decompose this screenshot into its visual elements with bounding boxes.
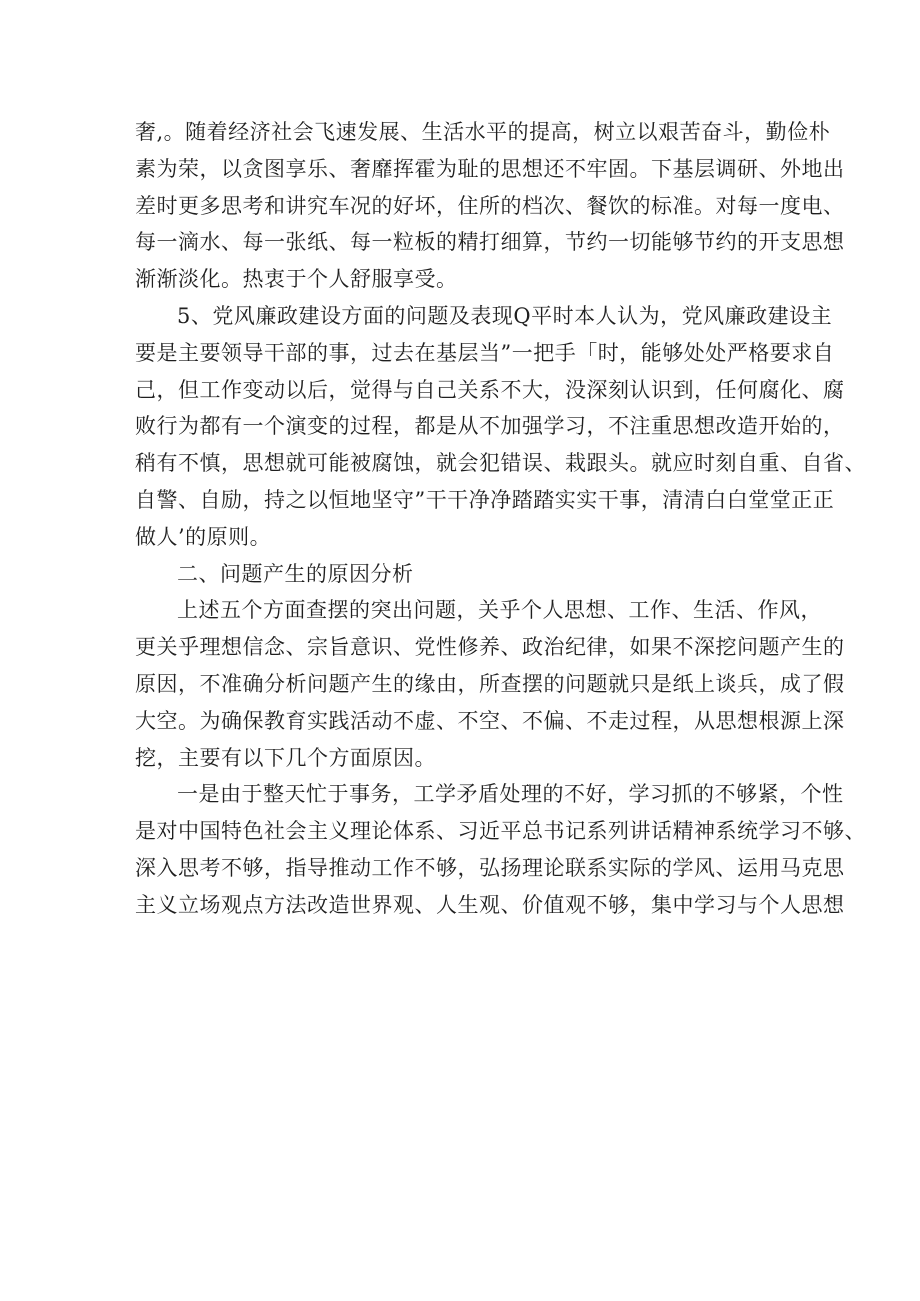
text-line: 原因，不准确分析问题产生的缘由，所查摆的问题就只是纸上谈兵，成了假 <box>135 671 845 696</box>
paragraph-cause-overview <box>135 592 845 776</box>
document-body <box>135 114 866 924</box>
text-line: 5、党风廉政建设方面的问题及表现Q平时本人认为，党风廉政建设主 <box>177 303 833 328</box>
text-line: 自警、自励，持之以恒地坚守”干干净净踏踏实实干事，清清白白堂堂正正 <box>135 487 835 512</box>
text-line: 深入思考不够，指导推动工作不够，弘扬理论联系实际的学风、运用马克思 <box>135 855 845 880</box>
text-line: 上述五个方面查摆的突出问题，关乎个人思想、工作、生活、作风， <box>177 598 822 623</box>
text-line: 奢,。随着经济社会飞速发展、生活水平的提高，树立以艰苦奋斗，勤俭朴 <box>135 120 831 144</box>
text-line: 素为荣，以贪图享乐、奢靡挥霍为耻的思想还不牢固。下基层调研、外地出 <box>135 156 845 181</box>
text-line: 大空。为确保教育实践活动不虚、不空、不偏、不走过程，从思想根源上深 <box>135 708 845 733</box>
paragraph-frugality <box>135 114 845 298</box>
text-line: 一是由于整天忙于事务，工学矛盾处理的不好，学习抓的不够紧，个性 <box>177 782 844 807</box>
paragraph-integrity <box>135 298 866 556</box>
text-line: 败行为都有一个演变的过程，都是从不加强学习，不注重思想改造开始的， <box>135 414 845 439</box>
text-line: 做人’的原则。 <box>135 524 272 549</box>
text-line: 稍有不慎，思想就可能被腐蚀，就会犯错误、栽跟头。就应时刻自重、自省、 <box>135 451 866 476</box>
text-line: 差时更多思考和讲究车况的好坏，住所的档次、餐饮的标准。对每一度电、 <box>135 193 845 218</box>
text-line: 己，但工作变动以后，觉得与自己关系不大，没深刻认识到，任何腐化、腐 <box>135 377 845 402</box>
text-line: 挖，主要有以下几个方面原因。 <box>135 745 436 770</box>
paragraph-cause-one <box>135 776 866 923</box>
text-line: 更关乎理想信念、宗旨意识、党性修养、政治纪律，如果不深挖问题产生的 <box>135 635 845 660</box>
section-heading <box>135 556 795 593</box>
text-line: 要是主要领导干部的事，过去在基层当”一把手「时，能够处处严格要求自 <box>135 340 835 365</box>
text-line: 渐渐淡化。热衷于个人舒服享受。 <box>135 267 458 292</box>
text-line: 是对中国特色社会主义理论体系、习近平总书记系列讲话精神系统学习不够、 <box>135 819 866 844</box>
text-line: 主义立场观点方法改造世界观、人生观、价值观不够，集中学习与个人思想 <box>135 892 845 917</box>
text-line: 每一滴水、每一张纸、每一粒板的精打细算，节约一切能够节约的开支思想 <box>135 230 845 255</box>
section-heading-text: 二、问题产生的原因分析 <box>177 561 414 586</box>
